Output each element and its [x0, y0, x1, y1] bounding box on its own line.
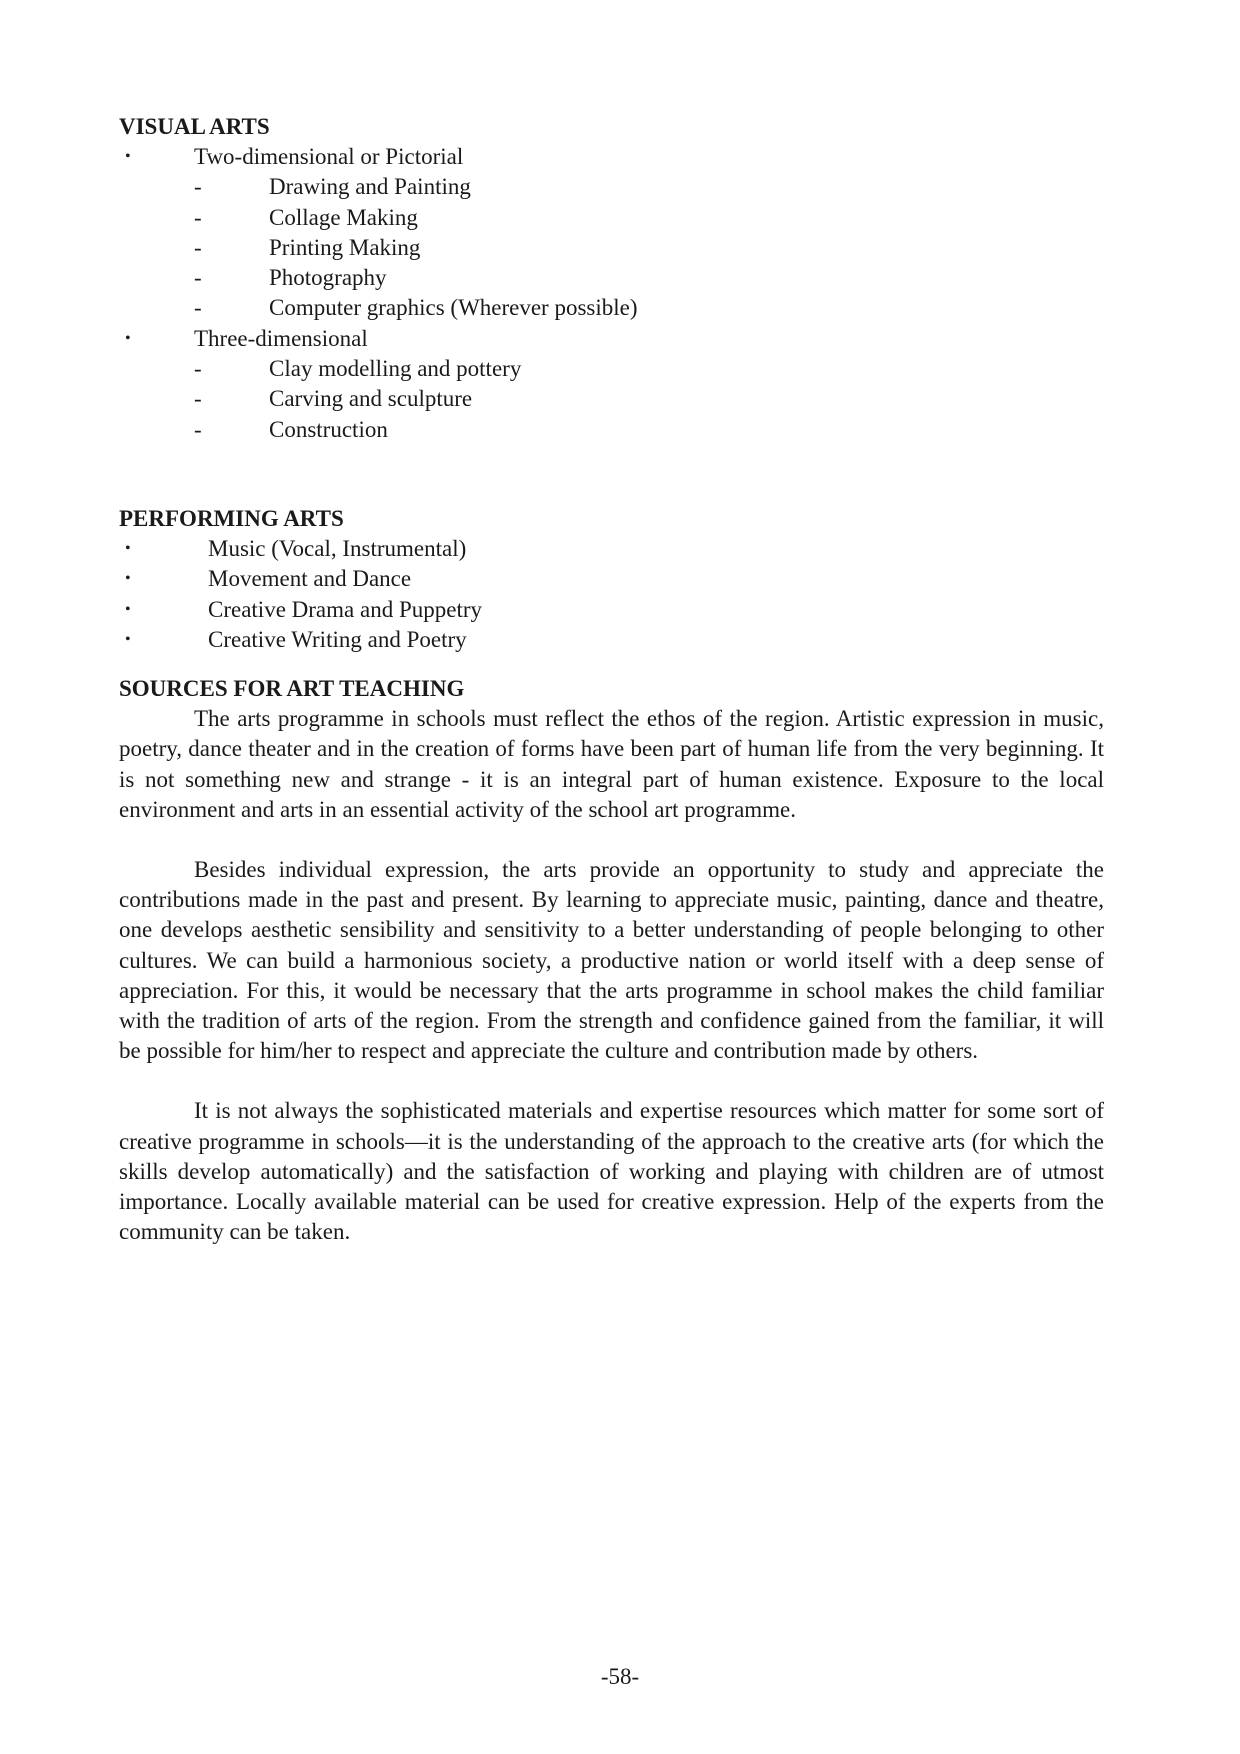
heading-visual-arts: VISUAL ARTS: [119, 114, 270, 139]
bullet-item: [119, 595, 1104, 625]
sub-item-label: Carving and sculpture: [269, 386, 473, 412]
sub-item: [119, 172, 1104, 202]
bullet-item-label: Music (Vocal, Instrumental): [208, 535, 467, 561]
dash-icon: -: [194, 174, 202, 200]
bullet-item-label: Two-dimensional or Pictorial: [194, 144, 464, 169]
bullet-icon: •: [125, 570, 131, 588]
dash-icon: -: [194, 295, 202, 321]
heading-performing-arts: PERFORMING ARTS: [119, 505, 344, 531]
sub-item: [119, 233, 1104, 263]
section-performing-arts: [119, 504, 1104, 655]
sub-item: [119, 384, 1104, 414]
bullet-item: [119, 534, 1104, 564]
sub-item: [119, 415, 1104, 445]
bullet-item-label: Movement and Dance: [208, 566, 412, 592]
sub-item: [119, 354, 1104, 384]
bullet-icon: •: [125, 630, 131, 648]
sub-item-label: Drawing and Painting: [269, 174, 471, 200]
sub-item: [119, 263, 1104, 293]
dash-icon: -: [194, 416, 202, 442]
bullet-item: [119, 564, 1104, 594]
body-paragraph: The arts programme in schools must reflect the ethos of the region. Artistic expression in music, poetry, dance theater and in the creation of forms have been part of human life from the very beginning. It is not something new and strange - it is an integral part of human existence. Exposure to the local environment and arts in an essential activity of the school art programme.: [119, 706, 1104, 822]
dash-icon: -: [194, 356, 202, 382]
bullet-item-label: Creative Drama and Puppetry: [208, 596, 482, 622]
sub-item-label: Construction: [269, 416, 388, 442]
sub-item-label: Computer graphics (Wherever possible): [269, 295, 638, 321]
body-paragraph: It is not always the sophisticated materials and expertise resources which matter for some sort of creative programme in schools—it is the understanding of the approach to the creative arts (for which the skills develop automatically) and the satisfaction of working and playing with children are of utmost importance. Locally available material can be used for creative expression. Help of the experts from the community can be taken.: [119, 1098, 1104, 1245]
sub-item: [119, 203, 1104, 233]
document-page: [119, 112, 1104, 1247]
body-paragraph: Besides individual expression, the arts provide an opportunity to study and appreciate the contributions made in the past and present. By learning to appreciate music, painting, dance and theatre, one develops aesthetic sensibility and sensitivity to a better understanding of people belonging to other cultures. We can build a harmonious society, a productive nation or world itself with a deep sense of appreciation. For this, it would be necessary that the arts programme in school makes the child familiar with the tradition of arts of the region. From the strength and confidence gained from the familiar, it will be possible for him/her to respect and appreciate the culture and contribution made by others.: [119, 856, 1104, 1064]
sub-item-label: Printing Making: [269, 234, 421, 260]
page-number: -58-: [600, 1664, 640, 1689]
sub-item: [119, 293, 1104, 323]
heading-sources: SOURCES FOR ART TEACHING: [119, 676, 465, 702]
dash-icon: -: [194, 265, 202, 291]
bullet-icon: •: [125, 329, 131, 347]
dash-icon: -: [194, 386, 202, 412]
bullet-item-label: Creative Writing and Poetry: [208, 626, 467, 652]
sub-item-label: Clay modelling and pottery: [269, 356, 522, 382]
bullet-item: [119, 142, 1104, 172]
sub-item-label: Collage Making: [269, 204, 418, 230]
dash-icon: -: [194, 234, 202, 260]
section-visual-arts: [119, 112, 1104, 445]
bullet-item: [119, 324, 1104, 354]
sub-item-label: Photography: [269, 265, 387, 291]
bullet-item-label: Three-dimensional: [194, 325, 368, 351]
bullet-icon: •: [125, 148, 131, 165]
dash-icon: -: [194, 204, 202, 230]
bullet-icon: •: [125, 539, 131, 557]
bullet-item: [119, 625, 1104, 655]
bullet-icon: •: [125, 600, 131, 618]
section-sources-for-art-teaching: [119, 674, 1104, 1247]
